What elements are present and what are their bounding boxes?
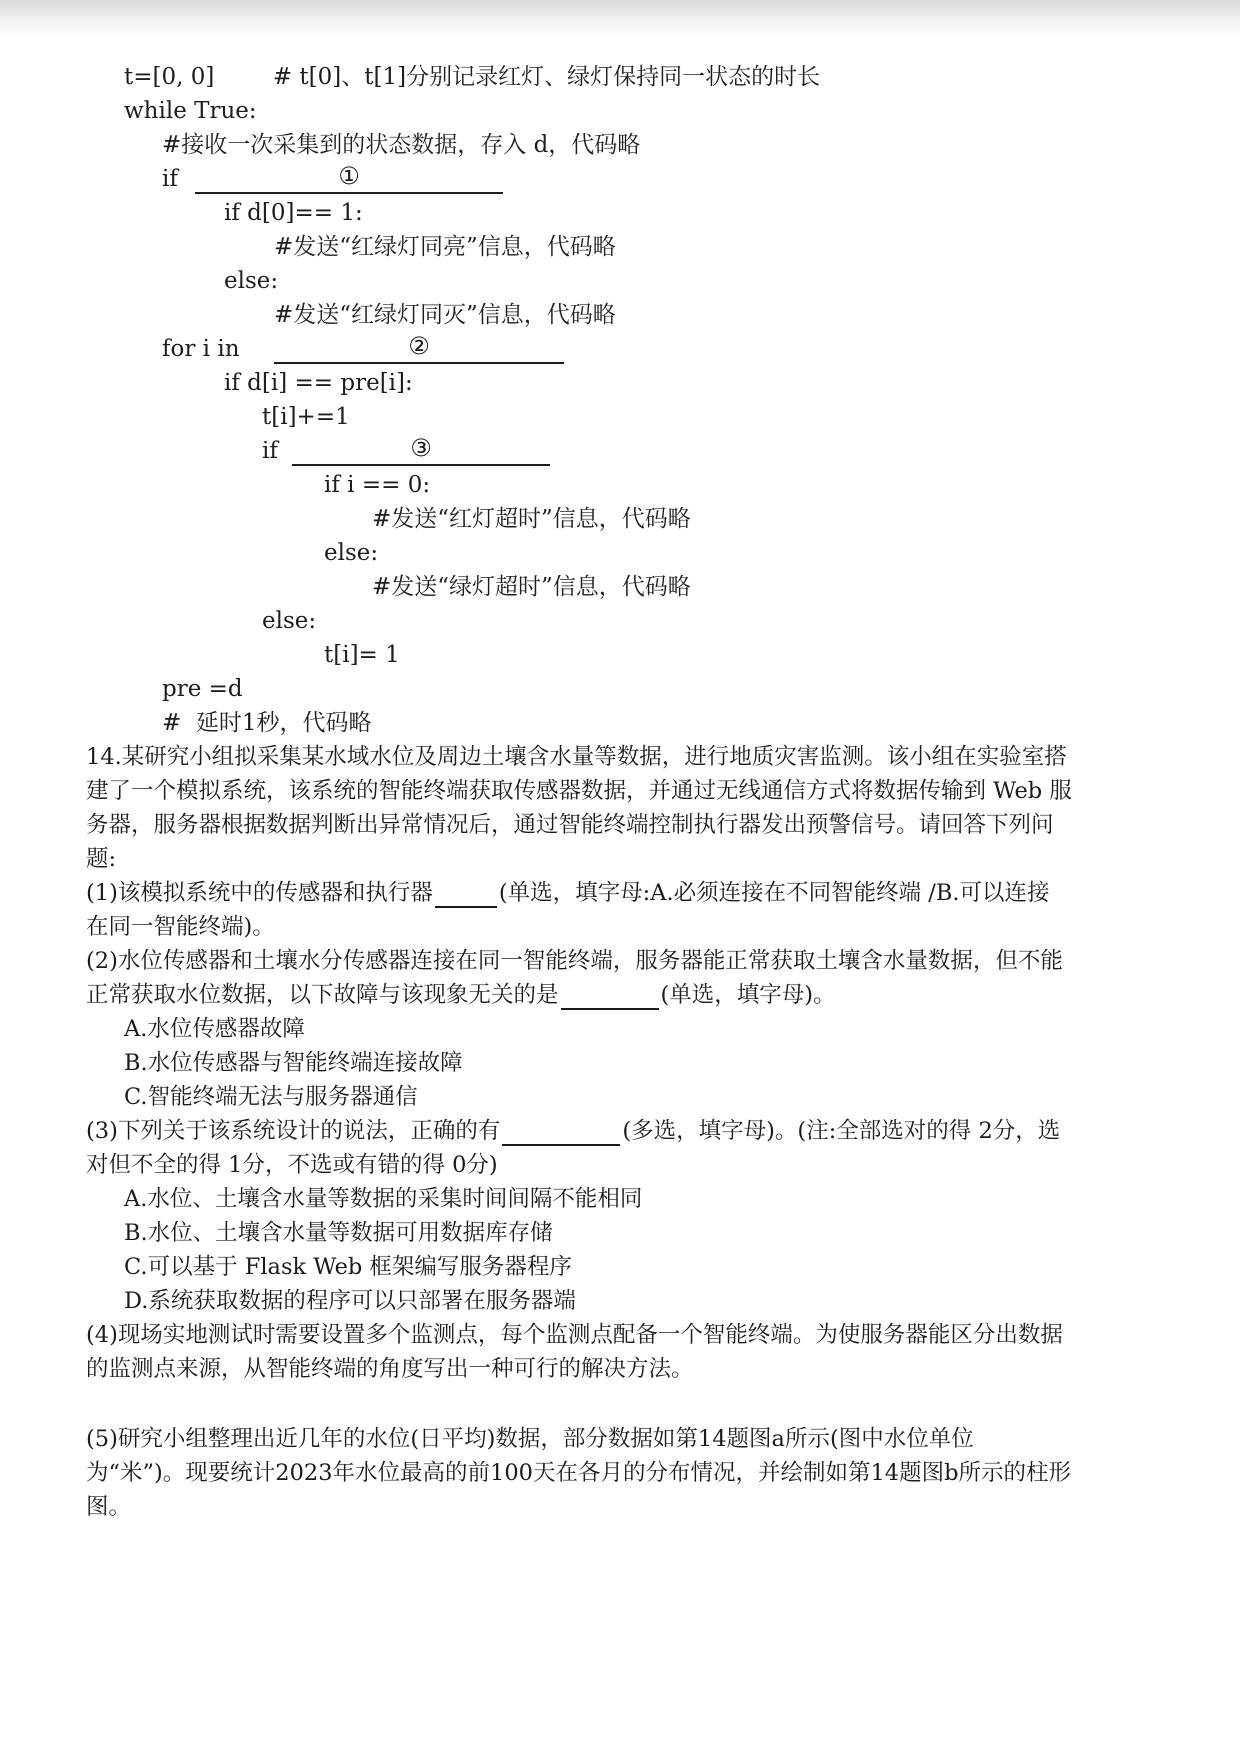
option-c: C.智能终端无法与服务器通信 xyxy=(124,1084,418,1110)
question-text: 在同一智能终端)。 xyxy=(86,914,275,940)
option-a: A.水位、土壤含水量等数据的采集时间间隔不能相同 xyxy=(124,1186,643,1212)
code-line: t=[0, 0] # t[0]、t[1]分别记录红灯、绿灯保持同一状态的时长 xyxy=(124,64,821,90)
code-line: #发送“红绿灯同亮”信息，代码略 xyxy=(274,234,616,260)
code-blank-2: ② xyxy=(274,332,564,364)
code-line: if xyxy=(162,166,178,192)
question-text: 务器，服务器根据数据判断出异常情况后，通过智能终端控制执行器发出预警信号。请回答下列问 xyxy=(86,812,1054,838)
code-line: if d[i] == pre[i]: xyxy=(224,370,413,396)
question-text: (3)下列关于该系统设计的说法，正确的有 xyxy=(86,1118,501,1144)
question-text: (5)研究小组整理出近几年的水位(日平均)数据，部分数据如第14题图a所示(图中水位单位 xyxy=(86,1426,974,1452)
option-b: B.水位传感器与智能终端连接故障 xyxy=(124,1050,463,1076)
code-line: else: xyxy=(324,540,379,566)
option-b: B.水位、土壤含水量等数据可用数据库存储 xyxy=(124,1220,553,1246)
code-line: else: xyxy=(262,608,317,634)
code-line: # 延时1秒，代码略 xyxy=(162,710,372,736)
question-text: (单选，填字母)。 xyxy=(660,982,836,1008)
sub-question-1 xyxy=(86,878,1050,908)
code-line: while True: xyxy=(124,98,257,124)
code-line: #接收一次采集到的状态数据，存入 d，代码略 xyxy=(162,132,641,158)
question-text: (多选，填字母)。(注:全部选对的得 2分，选 xyxy=(622,1118,1061,1144)
code-line: pre =d xyxy=(162,676,243,702)
option-a: A.水位传感器故障 xyxy=(124,1016,305,1042)
code-line: for i in xyxy=(162,336,240,362)
question-text: (2)水位传感器和土壤水分传感器连接在同一智能终端，服务器能正常获取土壤含水量数据，但不能 xyxy=(86,948,1063,974)
question-text: 正常获取水位数据，以下故障与该现象无关的是 xyxy=(86,982,559,1008)
question-text: 14.某研究小组拟采集某水域水位及周边土壤含水量等数据，进行地质灾害监测。该小组在实验室搭 xyxy=(86,744,1067,770)
code-blank-3: ③ xyxy=(292,434,550,466)
question-text: (4)现场实地测试时需要设置多个监测点，每个监测点配备一个智能终端。为使服务器能区分出数据 xyxy=(86,1322,1063,1348)
question-text: (单选，填字母:A.必须连接在不同智能终端 /B.可以连接 xyxy=(498,880,1050,906)
code-line: #发送“红绿灯同灭”信息，代码略 xyxy=(274,302,616,328)
code-line: t[i]= 1 xyxy=(324,642,400,668)
question-text: 图。 xyxy=(86,1494,132,1520)
code-line: if i == 0: xyxy=(324,472,431,498)
sub-question-3 xyxy=(86,1116,1060,1146)
question-text: 建了一个模拟系统，该系统的智能终端获取传感器数据，并通过无线通信方式将数据传输到 Web 服 xyxy=(86,778,1072,804)
question-text: 对但不全的得 1分，不选或有错的得 0分) xyxy=(86,1152,498,1178)
code-blank-1: ① xyxy=(195,162,503,194)
question-text: 为“米”)。现要统计2023年水位最高的前100天在各月的分布情况，并绘制如第14题图b所示的柱形 xyxy=(86,1460,1072,1486)
answer-blank-1[interactable] xyxy=(435,882,497,908)
answer-blank-2[interactable] xyxy=(561,984,659,1010)
option-c: C.可以基于 Flask Web 框架编写服务器程序 xyxy=(124,1254,572,1280)
question-text: (1)该模拟系统中的传感器和执行器 xyxy=(86,880,433,906)
code-line: if xyxy=(262,438,278,464)
question-text: 题: xyxy=(86,846,117,872)
code-line: t[i]+=1 xyxy=(262,404,350,430)
sub-question-2 xyxy=(86,980,836,1010)
option-d: D.系统获取数据的程序可以只部署在服务器端 xyxy=(124,1288,576,1314)
code-line: else: xyxy=(224,268,279,294)
answer-blank-3[interactable] xyxy=(502,1120,620,1146)
code-line: if d[0]== 1: xyxy=(224,200,363,226)
code-line: #发送“绿灯超时”信息，代码略 xyxy=(372,574,691,600)
question-text: 的监测点来源，从智能终端的角度写出一种可行的解决方法。 xyxy=(86,1356,694,1382)
code-line: #发送“红灯超时”信息，代码略 xyxy=(372,506,691,532)
